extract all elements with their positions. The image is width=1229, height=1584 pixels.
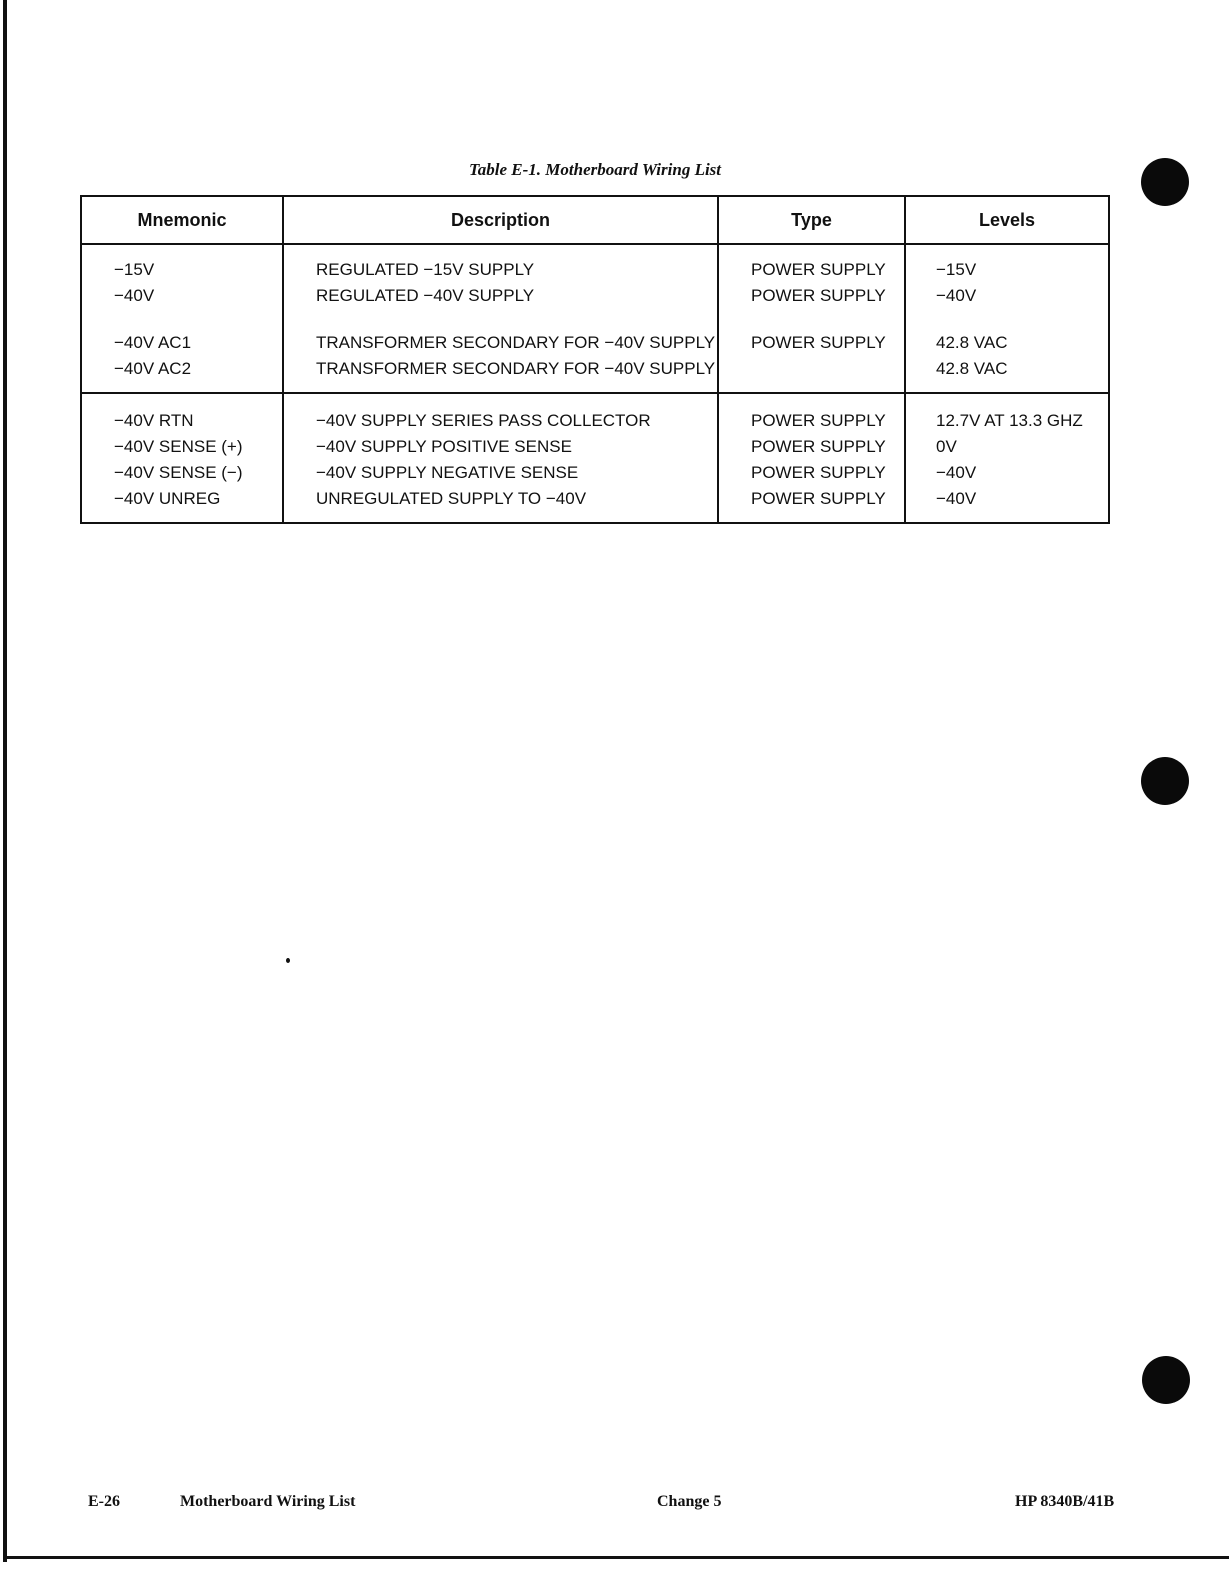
table-cell: −15V bbox=[114, 260, 155, 279]
table-cell: −15V bbox=[936, 260, 977, 279]
table-cell: −40V SUPPLY NEGATIVE SENSE bbox=[316, 463, 579, 482]
table-cell: POWER SUPPLY bbox=[751, 463, 886, 482]
table-cell: POWER SUPPLY bbox=[751, 286, 886, 305]
table-title: Table E-1. Motherboard Wiring List bbox=[468, 160, 722, 179]
table-cell: TRANSFORMER SECONDARY FOR −40V SUPPLY bbox=[316, 333, 716, 352]
levels-cell bbox=[906, 394, 1108, 522]
table-cell: −40V AC2 bbox=[114, 359, 192, 378]
table-cell: POWER SUPPLY bbox=[751, 437, 886, 456]
table-cell: −40V bbox=[936, 489, 977, 508]
levels-cell bbox=[906, 245, 1108, 392]
table-cell: −40V bbox=[936, 463, 977, 482]
row-gap bbox=[316, 309, 717, 330]
footer-page-number: E-26 bbox=[88, 1493, 120, 1510]
table-cell: −40V bbox=[114, 286, 155, 305]
row-gap bbox=[936, 309, 1108, 330]
page-left-border bbox=[3, 0, 7, 1562]
table-cell: −40V AC1 bbox=[114, 333, 192, 352]
table-cell: 0V bbox=[936, 437, 957, 456]
table-cell: 42.8 VAC bbox=[936, 359, 1008, 378]
table-cell: −40V SUPPLY SERIES PASS COLLECTOR bbox=[316, 411, 651, 430]
type-cell bbox=[719, 394, 906, 522]
punch-hole-bottom bbox=[1142, 1356, 1190, 1404]
table-cell: REGULATED −40V SUPPLY bbox=[316, 286, 535, 305]
table-cell: 12.7V AT 13.3 GHZ bbox=[936, 411, 1083, 430]
table-cell: POWER SUPPLY bbox=[751, 489, 886, 508]
table-cell: UNREGULATED SUPPLY TO −40V bbox=[316, 489, 587, 508]
table-cell: −40V bbox=[936, 286, 977, 305]
scan-speck bbox=[286, 958, 290, 963]
row-gap bbox=[114, 309, 282, 330]
type-cell bbox=[719, 245, 906, 392]
header-levels: Levels bbox=[978, 209, 1036, 230]
row-gap bbox=[751, 309, 904, 330]
table-cell: TRANSFORMER SECONDARY FOR −40V SUPPLY bbox=[316, 359, 716, 378]
footer-change: Change 5 bbox=[657, 1493, 722, 1510]
page-bottom-border bbox=[3, 1556, 1229, 1559]
wiring-table bbox=[80, 195, 1110, 524]
table-cell: −40V SENSE (−) bbox=[114, 463, 243, 482]
table-group-supply bbox=[82, 392, 1108, 522]
table-cell: −40V SUPPLY POSITIVE SENSE bbox=[316, 437, 572, 456]
table-group-regulated bbox=[82, 245, 1108, 392]
table-cell: −40V SENSE (+) bbox=[114, 437, 243, 456]
table-cell: POWER SUPPLY bbox=[751, 333, 886, 352]
table-cell: POWER SUPPLY bbox=[751, 411, 886, 430]
table-cell: POWER SUPPLY bbox=[751, 260, 886, 279]
table-header-row bbox=[82, 197, 1108, 245]
header-mnemonic: Mnemonic bbox=[82, 197, 284, 243]
footer-section-title: Motherboard Wiring List bbox=[180, 1493, 356, 1510]
table-cell: REGULATED −15V SUPPLY bbox=[316, 260, 535, 279]
header-type: Type bbox=[719, 197, 906, 243]
table-cell bbox=[751, 356, 904, 382]
punch-hole-middle bbox=[1141, 757, 1189, 805]
mnemonic-cell bbox=[82, 245, 284, 392]
table-cell: 42.8 VAC bbox=[936, 333, 1008, 352]
mnemonic-cell bbox=[82, 394, 284, 522]
table-cell: −40V UNREG bbox=[114, 489, 221, 508]
table-cell: −40V RTN bbox=[114, 411, 194, 430]
footer-model: HP 8340B/41B bbox=[1015, 1493, 1115, 1510]
description-cell bbox=[284, 245, 719, 392]
description-cell bbox=[284, 394, 719, 522]
header-description: Description bbox=[284, 197, 719, 243]
